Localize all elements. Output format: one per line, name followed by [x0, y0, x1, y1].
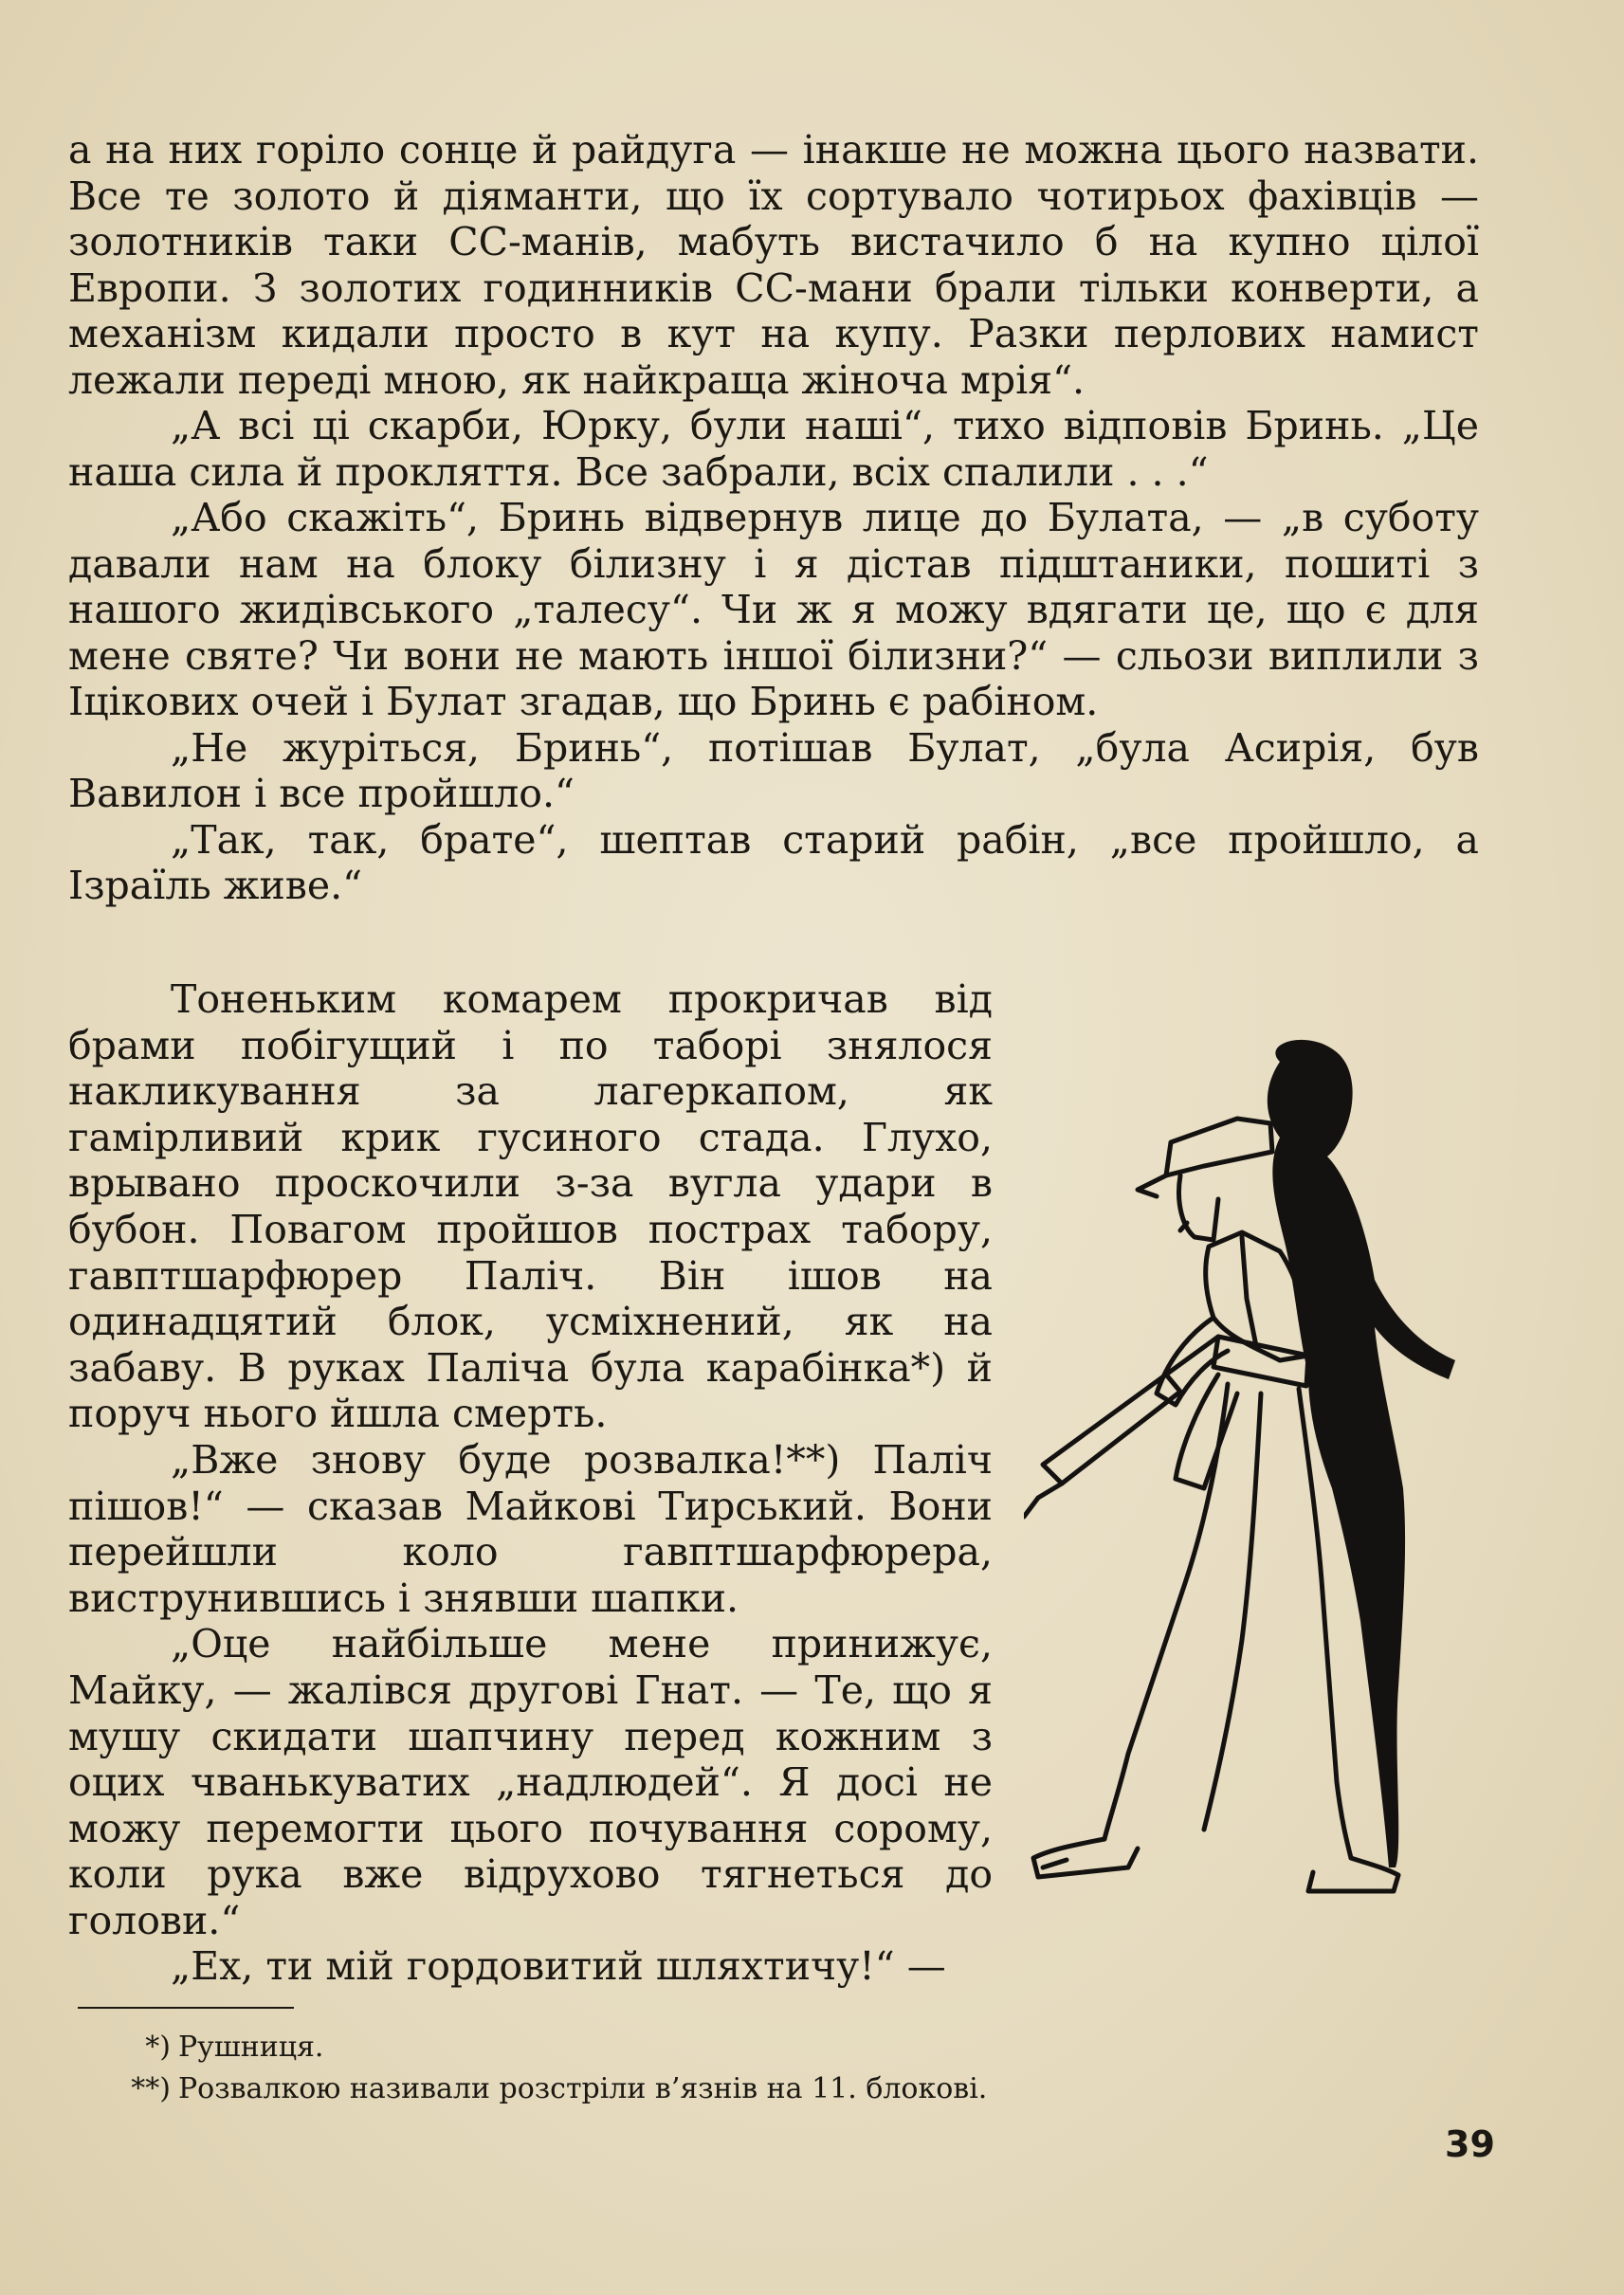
paragraph-5: „Так, так, брате“, шептав старий рабін, „все пройшло, а Ізраїль живе.“	[68, 816, 1479, 908]
paragraph-2: „А всі ці скарби, Юрку, були наші“, тихо відповів Бринь. „Це наша сила й прокляття. Все забрали, всіх спалили . . .“	[68, 403, 1479, 495]
footnote-text: Рушниця.	[178, 2031, 324, 2064]
main-text	[68, 127, 1479, 909]
footnote-text: Розвалкою називали розстріли в’язнів на 11. блокові.	[178, 2072, 988, 2105]
paragraph-3: „Або скажіть“, Бринь відвернув лице до Булата, — „в суботу давали нам на блоку білизну і я дістав підштаники, пошиті з нашого жидівського „талесу“. Чи ж я можу вдягати це, що є для мене святе? Чи вони не мають іншої білизни?“ — сльози виплили з Іцікових очей і Булат згадав, що Бринь є рабіном.	[68, 495, 1479, 724]
paragraph-4: „Не журіться, Бринь“, потішав Булат, „була Асирія, був Вавилон і все пройшло.“	[68, 724, 1479, 816]
footnote-marker: *)	[145, 2031, 171, 2064]
paragraph-8: „Оце найбільше мене принижує, Майку, — жалівся другові Гнат. — Те, що я мушу скидати шапчину перед кожним з оцих чванькуватих „надлюдей“. Я досі не можу перемогти цього почування сорому, коли рука вже відрухово тягнеться до голови.“	[68, 1621, 993, 1943]
footnote-marker: **)	[131, 2072, 171, 2105]
footnotes	[123, 2027, 1356, 2110]
shadow-silhouette	[1268, 1040, 1455, 1867]
paragraph-9: „Ех, ти мій гордовитий шляхтичу!“ —	[171, 1943, 946, 1990]
paragraph-1: а на них горіло сонце й райдуга — інакше не можна цього назвати. Все те золото й діяманти, що їх сортувало чотирьох фахівців — золотників таки СС-манів, мабуть вистачило б на купно цілої Европи. З золотих годинників СС-мани брали тільки конверти, а механізм кидали просто в кут на купу. Разки перлових намист лежали переді мною, як найкраща жіноча мрія“.	[68, 127, 1479, 403]
footnote-divider	[78, 2007, 294, 2009]
officer-with-shadow-drawing	[1024, 1033, 1498, 1943]
paragraph-7: „Вже знову буде розвалка!**) Паліч пішов!“ — сказав Майкові Тирський. Вони перейшли коло гавптшарфюрера, виструнившись і знявши шапки.	[68, 1436, 993, 1621]
paragraph-6: Тоненьким комарем прокричав від брами побігущий і по таборі знялося накликування за лагеркапом, як гамірливий крик гусиного стада. Глухо, врывано проскочили з-за вугла удари в бубон. Повагом пройшов пострах табору, гавптшарфюрер Паліч. Він ішов на одинадцятий блок, усміхнений, як на забаву. В руках Паліча була карабінка*) й поруч нього йшла смерть.	[68, 976, 993, 1437]
footnote-2	[123, 2068, 1356, 2110]
footnote-1	[123, 2027, 1356, 2068]
wrapped-text	[68, 976, 993, 1990]
page-number: 39	[1445, 2123, 1495, 2165]
